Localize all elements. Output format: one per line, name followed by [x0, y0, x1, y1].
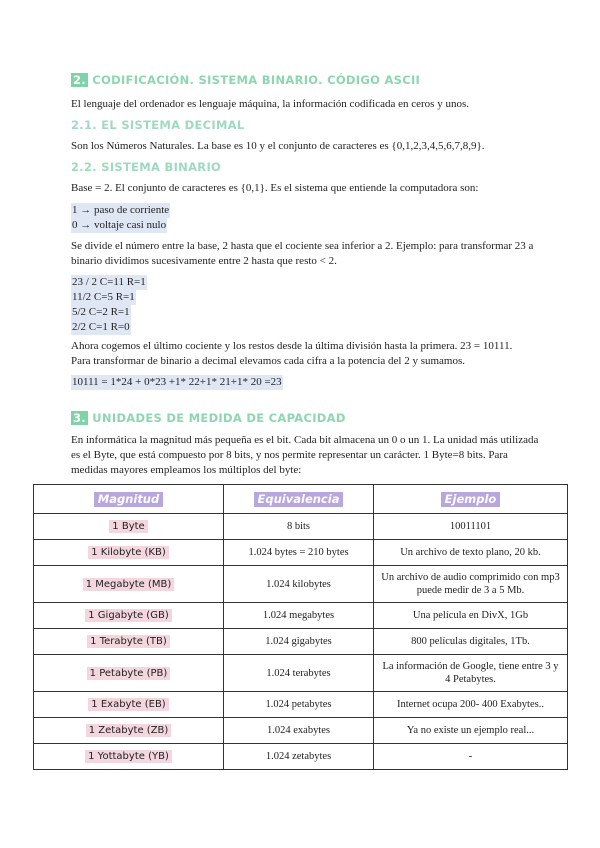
section-2-intro: El lenguaje del ordenador es lenguaje máquina, la información codificada en ceros y unos.	[71, 98, 469, 110]
cell-ejemplo: Una película en DivX, 1Gb	[374, 603, 568, 629]
header-ejemplo: Ejemplo	[374, 485, 568, 514]
conversion-text-line-2: Para transformar de binario a decimal elevamos cada cifra a la potencia del 2 y sumamos.	[71, 355, 466, 367]
cell-ejemplo: Ya no existe un ejemplo real...	[374, 718, 568, 744]
header-equivalencia: Equivalencia	[224, 485, 374, 514]
division-explanation	[71, 239, 571, 269]
binary-formula-line	[71, 375, 283, 390]
table-row	[34, 744, 568, 770]
cell-equivalencia: 1.024 bytes = 210 bytes	[224, 540, 374, 566]
cell-magnitud: 1 Terabyte (TB)	[34, 629, 224, 655]
cell-ejemplo: La información de Google, tiene entre 3 y 4 Petabytes.	[374, 655, 568, 692]
header-magnitud: Magnitud	[34, 485, 224, 514]
table-row	[34, 629, 568, 655]
table-row	[34, 692, 568, 718]
section-2-title: CODIFICACIÓN. SISTEMA BINARIO. CÓDIGO ASCII	[92, 73, 421, 87]
table-row	[34, 540, 568, 566]
table-row	[34, 655, 568, 692]
table-row	[34, 514, 568, 540]
subsection-2-2-text: Base = 2. El conjunto de caracteres es {0,1}. Es el sistema que entiende la computadora son:	[71, 182, 479, 194]
subsection-2-1-text: Son los Números Naturales. La base es 10 y el conjunto de caracteres es {0,1,2,3,4,5,6,7,8,9}.	[71, 140, 485, 152]
section-3-text-line-1: En informática la magnitud más pequeña es el bit. Cada bit almacena un 0 o un 1. La unidad más utilizada	[71, 434, 539, 446]
cell-magnitud: 1 Kilobyte (KB)	[34, 540, 224, 566]
cell-ejemplo: Un archivo de texto plano, 20 kb.	[374, 540, 568, 566]
section-3-number: 3.	[73, 411, 86, 425]
cell-equivalencia: 1.024 kilobytes	[224, 566, 374, 603]
division-steps	[71, 275, 147, 335]
cell-magnitud: 1 Byte	[34, 514, 224, 540]
division-text-line-2: binario dividimos sucesivamente entre 2 hasta que resto < 2.	[71, 255, 337, 267]
cell-ejemplo: -	[374, 744, 568, 770]
cell-magnitud: 1 Yottabyte (YB)	[34, 744, 224, 770]
division-text-line-1: Se divide el número entre la base, 2 hasta que el cociente sea inferior a 2. Ejemplo: para transformar 23 a	[71, 240, 534, 252]
section-3-text-line-3: medidas mayores empleamos los múltiplos del byte:	[71, 464, 302, 476]
cell-equivalencia: 1.024 megabytes	[224, 603, 374, 629]
table-row	[34, 718, 568, 744]
cell-equivalencia: 1.024 zetabytes	[224, 744, 374, 770]
conversion-text-line-1: Ahora cogemos el último cociente y los restos desde la última división hasta la primera. 23 = 10111.	[71, 340, 513, 352]
section-3-heading	[71, 411, 346, 425]
binary-state-zero: 0 → voltaje casi nulo	[72, 219, 167, 231]
conversion-explanation	[71, 339, 571, 369]
subsection-2-2-heading: 2.2. SISTEMA BINARIO	[71, 160, 222, 174]
division-step: 11/2 C=5 R=1	[72, 291, 135, 303]
cell-ejemplo: 800 películas digitales, 1Tb.	[374, 629, 568, 655]
cell-magnitud: 1 Megabyte (MB)	[34, 566, 224, 603]
cell-equivalencia: 1.024 terabytes	[224, 655, 374, 692]
cell-equivalencia: 1.024 gigabytes	[224, 629, 374, 655]
subsection-2-1-heading: 2.1. EL SISTEMA DECIMAL	[71, 118, 245, 132]
cell-equivalencia: 1.024 petabytes	[224, 692, 374, 718]
section-3-text	[71, 433, 571, 478]
table-header-row	[34, 485, 568, 514]
table-row	[34, 603, 568, 629]
cell-magnitud: 1 Gigabyte (GB)	[34, 603, 224, 629]
section-2-heading	[71, 73, 420, 87]
division-step: 5/2 C=2 R=1	[72, 306, 130, 318]
section-2-number: 2.	[73, 73, 86, 87]
binary-formula: 10111 = 1*24 + 0*23 +1* 22+1* 21+1* 20 =23	[72, 376, 282, 388]
capacity-units-table	[33, 484, 568, 770]
section-3-text-line-2: es el Byte, que está compuesto por 8 bits, y nos permite representar un carácter. 1 Byte=8 bits. Para	[71, 449, 508, 461]
cell-ejemplo: 10011101	[374, 514, 568, 540]
cell-magnitud: 1 Exabyte (EB)	[34, 692, 224, 718]
binary-state-one: 1 → paso de corriente	[72, 204, 170, 216]
binary-states-block	[71, 203, 170, 233]
table-row	[34, 566, 568, 603]
cell-ejemplo: Internet ocupa 200- 400 Exabytes..	[374, 692, 568, 718]
section-3-title: UNIDADES DE MEDIDA DE CAPACIDAD	[92, 411, 346, 425]
division-step: 2/2 C=1 R=0	[72, 321, 130, 333]
cell-equivalencia: 1.024 exabytes	[224, 718, 374, 744]
cell-equivalencia: 8 bits	[224, 514, 374, 540]
cell-magnitud: 1 Zetabyte (ZB)	[34, 718, 224, 744]
cell-ejemplo: Un archivo de audio comprimido con mp3 puede medir de 3 a 5 Mb.	[374, 566, 568, 603]
division-step: 23 / 2 C=11 R=1	[72, 276, 146, 288]
cell-magnitud: 1 Petabyte (PB)	[34, 655, 224, 692]
